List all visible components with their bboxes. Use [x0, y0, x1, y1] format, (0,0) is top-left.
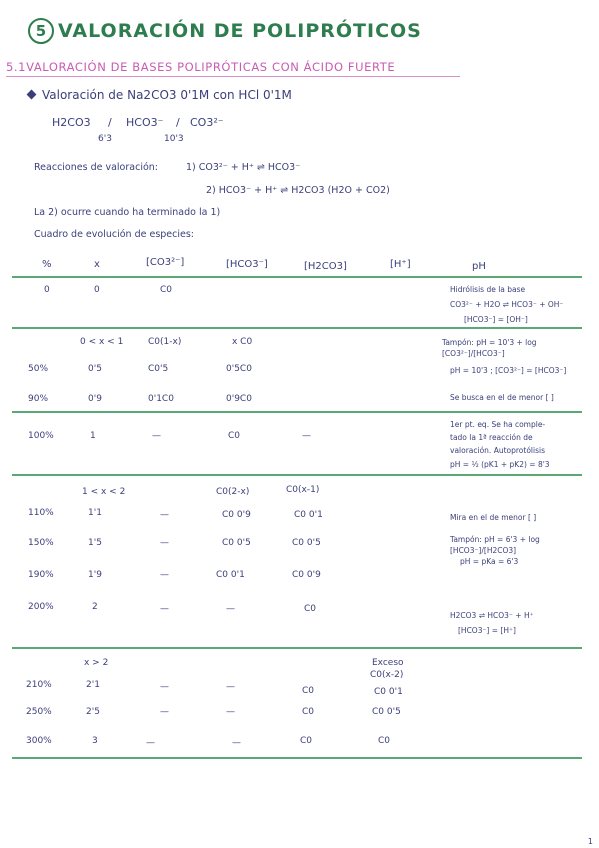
row-100-x: 1 [90, 431, 96, 441]
row-0-note-3: [HCO3⁻] = [OH⁻] [464, 315, 528, 324]
row-150-h2co3: C0 0'5 [292, 538, 321, 548]
section-3-header-expr: C0(x-2) [370, 670, 404, 680]
header-co3: [CO3²⁻] [146, 257, 185, 268]
section-1-co3: C0(1-x) [148, 337, 182, 347]
row-150-note-2: pH = pKa = 6'3 [460, 557, 519, 566]
row-190-h2co3: C0 0'9 [292, 570, 321, 580]
row-250-h2co3: C0 [302, 707, 315, 717]
row-200-x: 2 [92, 602, 98, 612]
species-h2co3: H2CO3 [52, 116, 91, 129]
row-110-hco3: C0 0'9 [222, 510, 251, 520]
row-50-note: pH = 10'3 ; [CO3²⁻] = [HCO3⁻] [450, 366, 567, 375]
row-100-percent: 100% [28, 431, 54, 441]
row-210-co3: — [160, 682, 169, 692]
row-250-co3: — [160, 707, 169, 717]
table-divider [12, 647, 582, 649]
header-x: x [94, 259, 100, 270]
row-0-x: 0 [94, 285, 100, 295]
row-0-percent: 0 [44, 285, 50, 295]
header-h2co3: [H2CO3] [304, 261, 347, 272]
table-divider [12, 276, 582, 278]
row-300-x: 3 [92, 736, 98, 746]
bullet-icon [27, 90, 37, 100]
row-150-co3: — [160, 538, 169, 548]
row-300-hco3: — [232, 738, 241, 748]
section-1-range: 0 < x < 1 [80, 337, 124, 347]
section-1-buffer-note: Tampón: pH = 10'3 + log [CO3²⁻]/[HCO3⁻] [442, 338, 537, 358]
row-210-x: 2'1 [86, 680, 100, 690]
table-divider [12, 474, 582, 476]
reactions-label: Reacciones de valoración: [34, 162, 158, 173]
row-300-h: C0 [378, 736, 391, 746]
row-200-hco3: — [226, 604, 235, 614]
reaction-order-note: La 2) ocurre cuando ha terminado la 1) [34, 207, 221, 218]
reaction-2: 2) HCO3⁻ + H⁺ ⇌ H2CO3 (H2O + CO2) [206, 185, 390, 196]
row-100-co3: — [152, 431, 161, 441]
row-100-h2co3: — [302, 431, 311, 441]
row-150-note-1: Tampón: pH = 6'3 + log [HCO3⁻]/[H2CO3] [450, 535, 540, 555]
row-250-x: 2'5 [86, 707, 100, 717]
species-separator-1: / [108, 116, 112, 129]
row-200-percent: 200% [28, 602, 54, 612]
row-150-x: 1'5 [88, 538, 102, 548]
row-110-note: Mira en el de menor [ ] [450, 513, 537, 522]
section-1-hco3: x C0 [232, 337, 253, 347]
row-0-note-2: CO3²⁻ + H2O ⇌ HCO3⁻ + OH⁻ [450, 300, 564, 309]
row-190-co3: — [160, 570, 169, 580]
row-210-hco3: — [226, 682, 235, 692]
row-100-note-1: 1er pt. eq. Se ha comple- [450, 420, 546, 429]
section-2-h2co3: C0(x-1) [286, 485, 320, 495]
section-number-badge: 5 [28, 18, 54, 44]
row-90-percent: 90% [28, 394, 49, 404]
row-0-co3: C0 [160, 285, 173, 295]
row-250-h: C0 0'5 [372, 707, 401, 717]
header-h: [H⁺] [390, 259, 411, 270]
row-50-co3: C0'5 [148, 364, 169, 374]
row-90-x: 0'9 [88, 394, 102, 404]
row-200-note-1: H2CO3 ⇌ HCO3⁻ + H⁺ [450, 611, 534, 620]
row-100-note-4: pH = ½ (pK1 + pK2) = 8'3 [450, 460, 550, 469]
row-210-h: C0 0'1 [374, 687, 403, 697]
header-ph: pH [472, 261, 486, 272]
row-110-h2co3: C0 0'1 [294, 510, 323, 520]
row-200-co3: — [160, 604, 169, 614]
row-300-h2co3: C0 [300, 736, 313, 746]
row-200-note-2: [HCO3⁻] = [H⁺] [458, 626, 516, 635]
row-50-hco3: 0'5C0 [226, 364, 252, 374]
row-100-note-3: valoración. Autoprotólisis [450, 446, 545, 455]
titration-heading: Valoración de Na2CO3 0'1M con HCl 0'1M [42, 88, 292, 102]
section-2-hco3: C0(2-x) [216, 487, 250, 497]
species-hco3: HCO3⁻ [126, 116, 164, 129]
row-250-percent: 250% [26, 707, 52, 717]
page-title: VALORACIÓN DE POLIPRÓTICOS [58, 20, 422, 42]
row-210-h2co3: C0 [302, 686, 315, 696]
header-percent: % [42, 259, 52, 270]
row-300-percent: 300% [26, 736, 52, 746]
section-3-header-excess: Exceso [372, 658, 404, 668]
species-co3: CO3²⁻ [190, 116, 224, 129]
row-90-hco3: 0'9C0 [226, 394, 252, 404]
species-separator-2: / [176, 116, 180, 129]
row-100-hco3: C0 [228, 431, 241, 441]
reaction-1: 1) CO3²⁻ + H⁺ ⇌ HCO3⁻ [186, 162, 301, 173]
row-190-x: 1'9 [88, 570, 102, 580]
row-0-note-1: Hidrólisis de la base [450, 285, 526, 294]
row-50-percent: 50% [28, 364, 49, 374]
row-300-co3: — [146, 738, 155, 748]
table-divider [12, 327, 582, 329]
row-200-h2co3: C0 [304, 604, 317, 614]
section-3-range: x > 2 [84, 658, 109, 668]
pk2-value: 10'3 [164, 134, 184, 144]
section-subtitle: 5.1VALORACIÓN DE BASES POLIPRÓTICAS CON ÁCIDO FUERTE [6, 60, 396, 74]
row-210-percent: 210% [26, 680, 52, 690]
row-150-percent: 150% [28, 538, 54, 548]
table-divider [12, 757, 582, 759]
row-110-percent: 110% [28, 508, 54, 518]
row-90-co3: 0'1C0 [148, 394, 174, 404]
row-100-note-2: tado la 1ª reacción de [450, 433, 533, 442]
row-110-x: 1'1 [88, 508, 102, 518]
pk1-value: 6'3 [98, 134, 112, 144]
header-hco3: [HCO3⁻] [226, 259, 268, 270]
table-divider [12, 411, 582, 413]
section-2-range: 1 < x < 2 [82, 487, 126, 497]
row-190-hco3: C0 0'1 [216, 570, 245, 580]
row-50-x: 0'5 [88, 364, 102, 374]
row-250-hco3: — [226, 707, 235, 717]
row-90-note: Se busca en el de menor [ ] [450, 393, 554, 402]
row-150-hco3: C0 0'5 [222, 538, 251, 548]
table-title: Cuadro de evolución de especies: [34, 229, 195, 240]
row-110-co3: — [160, 510, 169, 520]
subtitle-underline [6, 76, 460, 77]
page-number: 1 [587, 837, 593, 846]
row-190-percent: 190% [28, 570, 54, 580]
